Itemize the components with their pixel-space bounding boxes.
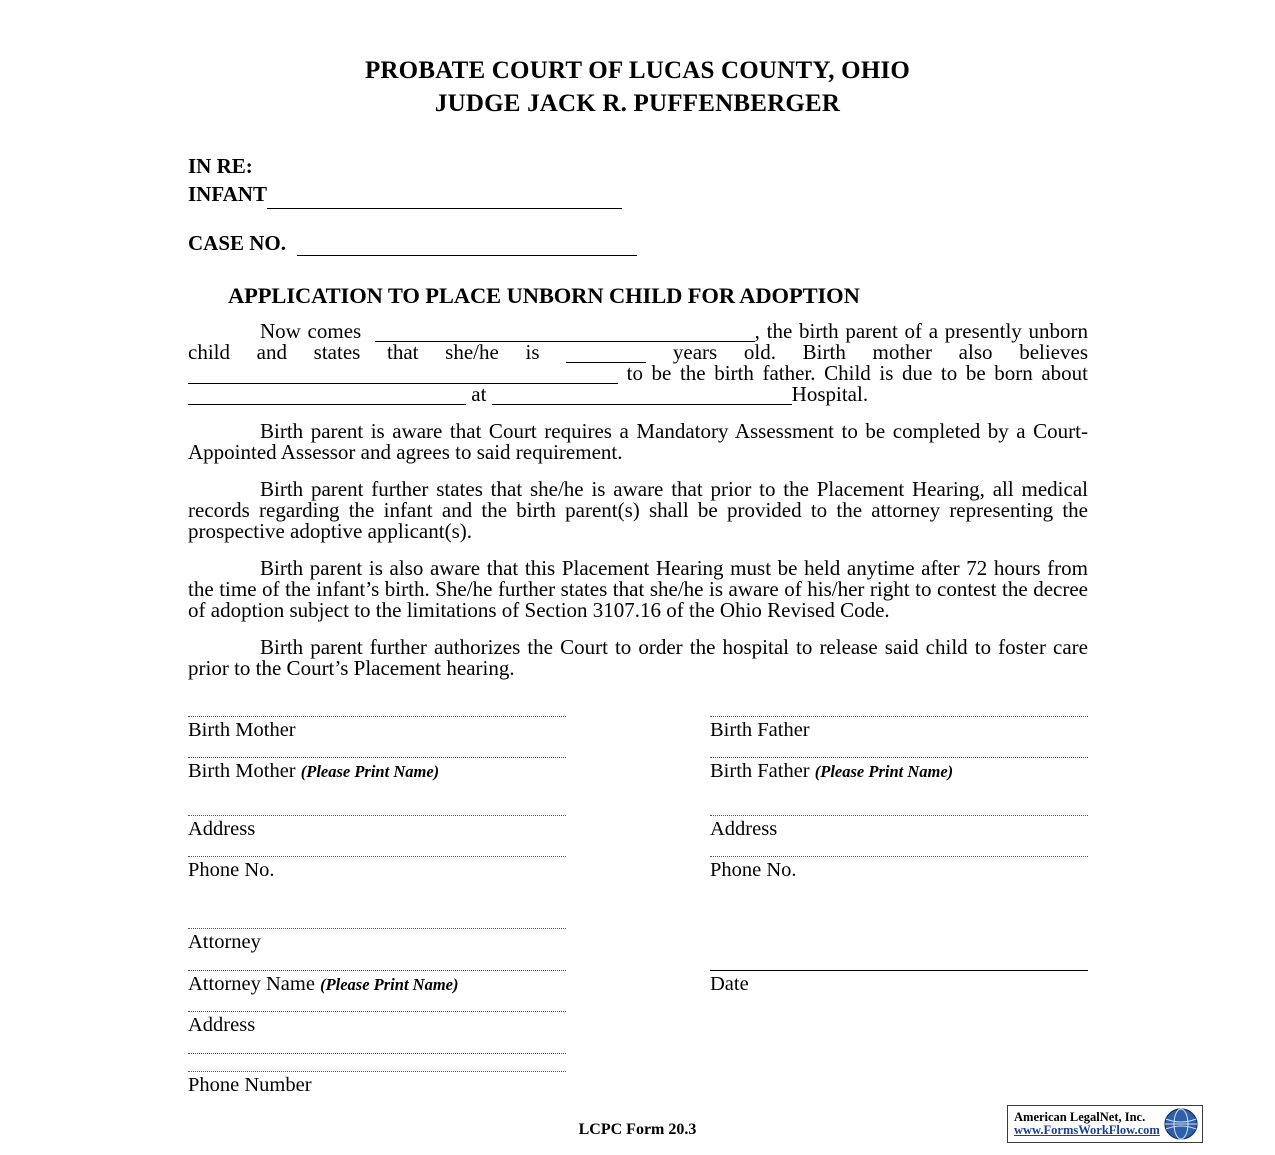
p1-text-e: at [471, 381, 487, 406]
p5-text: Birth parent further authorizes the Court to order the hospital to release said child to foster care prior to the Court’s Placement hearing. [188, 634, 1088, 680]
spacer [188, 784, 1088, 814]
attorney-phone-block [188, 1070, 566, 1098]
signature-row-7 [188, 1010, 1088, 1038]
birth-father-address-line2[interactable] [710, 855, 1088, 857]
signature-row-1 [188, 715, 1088, 743]
attorney-address-line2[interactable] [188, 1052, 566, 1054]
birth-father-label: Birth Father [710, 718, 810, 741]
legalnet-company: American LegalNet, Inc. [1014, 1109, 1146, 1124]
infant-row [188, 180, 1088, 208]
birth-mother-label: Birth Mother [188, 718, 296, 741]
infant-label: INFANT [188, 182, 267, 207]
p1-text-a: Now comes [260, 318, 362, 343]
birth-father-phone-label: Phone No. [710, 859, 797, 882]
birth-mother-address-block [188, 814, 566, 842]
p1-text-f: Hospital. [791, 381, 869, 406]
birth-father-field[interactable] [188, 367, 618, 384]
spacer [188, 841, 1088, 855]
birth-mother-address-line2[interactable] [188, 855, 566, 857]
legalnet-text [1008, 1111, 1160, 1137]
attorney-address-line2-block [188, 1052, 566, 1056]
birth-father-print-label [710, 760, 1088, 784]
p4-text: Birth parent is also aware that this Placement Hearing must be held anytime after 72 hours from the time of the infant’s birth. She/he further states that she/he is aware of his/her right to contest the decree of adoption subject to the limitations of Section 3107.16 of the Ohio Revised Code. [188, 555, 1088, 622]
birth-mother-signature-block [188, 715, 566, 743]
spacer [188, 955, 1088, 969]
court-title-line2: JUDGE JACK R. PUFFENBERGER [434, 89, 841, 117]
signature-section [188, 715, 1088, 1098]
birth-father-print-block [710, 756, 1088, 784]
please-print-note: (Please Print Name) [300, 762, 440, 782]
legalnet-url[interactable]: www.FormsWorkFlow.com [1014, 1123, 1160, 1137]
please-print-note: (Please Print Name) [814, 762, 954, 782]
attorney-signature-line[interactable] [188, 927, 566, 929]
form-number: LCPC Form 20.3 [578, 1121, 697, 1138]
p2-text: Birth parent is aware that Court requires a Mandatory Assessment to be completed by a Court-Appointed Assessor and agrees to said requirement. [188, 418, 1088, 464]
birth-mother-print-block [188, 756, 566, 784]
date-label: Date [710, 972, 749, 995]
attorney-phone-label: Phone Number [188, 1073, 312, 1096]
attorney-address-label: Address [188, 1014, 256, 1037]
case-number-row [188, 231, 1088, 256]
birth-father-signature-line[interactable] [710, 715, 1088, 717]
signature-row-3 [188, 814, 1088, 842]
paragraph-4 [188, 555, 1088, 622]
spacer-block [710, 1052, 1088, 1056]
spacer-block [710, 1010, 1088, 1038]
p1-text-d: to be the birth father. Child is due to be born about [626, 360, 1089, 385]
case-number-field[interactable] [297, 238, 637, 256]
document-body [188, 152, 1088, 1097]
birth-father-address-block [710, 814, 1088, 842]
spacer [188, 883, 1088, 927]
birth-mother-print-line[interactable] [188, 756, 566, 758]
attorney-address-block [188, 1010, 566, 1038]
birth-father-address-line2-block [710, 855, 1088, 883]
document-page [0, 55, 1275, 1155]
attorney-phone-line[interactable] [188, 1070, 566, 1072]
signature-row-9 [188, 1070, 1088, 1098]
birth-father-signature-block [710, 715, 1088, 743]
signature-row-5 [188, 927, 1088, 955]
court-title-line1: PROBATE COURT OF LUCAS COUNTY, OHIO [364, 57, 911, 84]
page-title: APPLICATION TO PLACE UNBORN CHILD FOR ADOPTION [228, 282, 860, 308]
spacer [188, 1056, 1088, 1070]
american-legalnet-badge[interactable] [1007, 1105, 1203, 1143]
please-print-note: (Please Print Name) [320, 974, 459, 994]
signature-row-2 [188, 756, 1088, 784]
spacer [188, 1038, 1088, 1052]
infant-name-field[interactable] [267, 191, 622, 209]
in-re-label: IN RE: [188, 154, 253, 178]
signature-row-4 [188, 855, 1088, 883]
spacer [188, 742, 1088, 756]
birth-mother-address-label: Address [188, 817, 256, 840]
birth-mother-phone-label: Phone No. [188, 859, 275, 882]
attorney-print-block [188, 969, 566, 997]
attorney-print-line[interactable] [188, 969, 566, 971]
birth-father-print-line[interactable] [710, 756, 1088, 758]
attorney-address-line[interactable] [188, 1010, 566, 1012]
attorney-name-text: Attorney Name [188, 972, 315, 995]
globe-icon [1160, 1106, 1202, 1142]
paragraph-2 [188, 418, 1088, 464]
attorney-label: Attorney [188, 930, 261, 953]
p1-text-c: years old. Birth mother also believes [672, 339, 1088, 364]
paragraph-1 [188, 318, 1089, 406]
birth-mother-address-line2-block [188, 855, 566, 883]
birth-mother-address-line[interactable] [188, 814, 566, 816]
paragraph-5 [188, 634, 1088, 680]
birth-mother-print-label [188, 760, 566, 784]
signature-row-6 [188, 969, 1088, 997]
hospital-field[interactable] [492, 388, 792, 405]
birth-father-address-label: Address [710, 817, 778, 840]
case-caption [188, 152, 1088, 209]
attorney-name-label [188, 973, 566, 997]
attorney-signature-block [188, 927, 566, 955]
date-block [710, 969, 1088, 997]
birth-father-address-line[interactable] [710, 814, 1088, 816]
spacer [188, 996, 1088, 1010]
paragraph-3 [188, 476, 1088, 543]
birth-mother-signature-line[interactable] [188, 715, 566, 717]
p3-text: Birth parent further states that she/he is aware that prior to the Placement Hearing, all medical records regarding the infant and the birth parent(s) shall be provided to the attorney representing the prospective adoptive applicant(s). [188, 476, 1088, 543]
birth-father-print-text: Birth Father [710, 760, 810, 783]
case-no-label: CASE NO. [188, 230, 287, 255]
spacer-block [710, 1070, 1088, 1098]
due-date-field[interactable] [188, 388, 466, 405]
p1-text-b: , the birth parent of a presently unborn child and states that she/he is [188, 318, 1088, 364]
spacer-block [710, 927, 1088, 955]
court-header [0, 55, 1275, 120]
date-line[interactable] [710, 969, 1088, 971]
birth-mother-print-text: Birth Mother [188, 760, 296, 783]
